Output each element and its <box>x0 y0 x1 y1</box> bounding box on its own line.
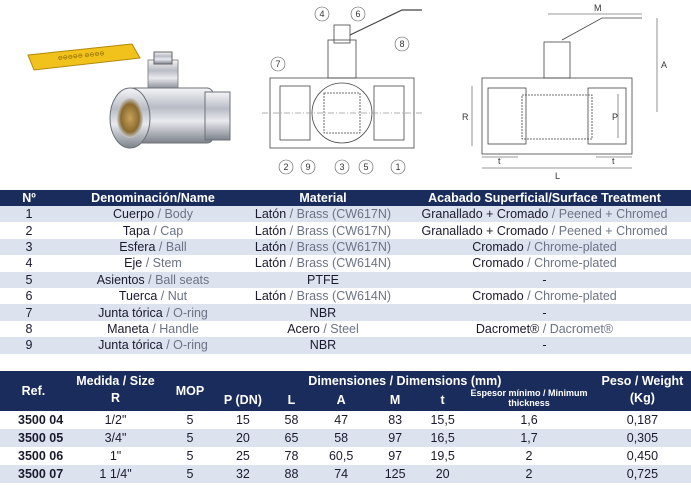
header-name: Denominación/Name <box>58 190 248 206</box>
ref-cell: 3500 07 <box>0 465 67 483</box>
part-name-es: Tuerca <box>118 289 158 304</box>
callout-6: 6 <box>355 9 361 19</box>
size-cell: 1 1/4" <box>67 465 164 483</box>
dims-header-row-2 <box>0 388 691 411</box>
callout-3: 3 <box>339 162 345 172</box>
t-cell: 20 <box>421 465 464 483</box>
part-treatment: Dacromet® / Dacromet® <box>475 321 614 336</box>
part-material <box>248 272 398 288</box>
dim-label-l: L <box>555 171 561 181</box>
header-t: t <box>421 388 464 411</box>
parts-row <box>0 239 691 255</box>
parts-row <box>0 255 691 271</box>
p-cell: 15 <box>235 413 250 427</box>
t-cell: 19,5 <box>430 449 455 463</box>
part-treatment-en: Peened + Chromed <box>558 223 668 238</box>
header-treatment: Acabado Superficial/Surface Treatment <box>398 190 691 206</box>
mop-cell: 5 <box>186 413 194 427</box>
valve-photo <box>0 0 250 185</box>
callout-9: 9 <box>305 162 311 172</box>
thickness-cell: 2 <box>525 449 533 463</box>
part-treatment-es: - <box>542 305 547 320</box>
part-name: Tuerca / Nut <box>118 289 188 304</box>
part-name: Maneta / Handle <box>107 321 199 336</box>
parts-row <box>0 304 691 320</box>
part-treatment <box>398 272 691 288</box>
part-treatment: Cromado / Chrome-plated <box>472 289 617 304</box>
part-material-es: NBR <box>309 338 337 353</box>
parts-table <box>0 190 691 354</box>
part-name-es: Tapa <box>122 223 150 238</box>
part-treatment-es: Cromado <box>472 239 524 254</box>
part-number: 7 <box>0 304 58 320</box>
part-name-es: Cuerpo <box>113 207 155 222</box>
header-size: Medida / Size <box>67 371 164 388</box>
dim-label-a: A <box>661 60 668 70</box>
part-material <box>248 304 398 320</box>
part-treatment <box>398 337 691 353</box>
part-material: Latón / Brass (CW617N) <box>254 223 392 238</box>
part-material-en: Brass (CW614N) <box>296 256 392 271</box>
callout-4: 4 <box>319 9 325 19</box>
part-material-es: Latón <box>254 223 287 238</box>
part-number: 9 <box>0 337 58 353</box>
parts-row <box>0 321 691 337</box>
dims-body <box>0 411 691 483</box>
p-cell: 25 <box>235 449 250 463</box>
part-treatment: Granallado + Cromado / Peened + Chromed <box>398 206 691 222</box>
parts-row <box>0 288 691 304</box>
part-name-es: Asientos <box>96 272 145 287</box>
parts-body <box>0 206 691 354</box>
thickness-cell: 1,6 <box>520 413 538 427</box>
header-p: P (DN) <box>216 388 270 411</box>
part-name: Esfera / Ball <box>58 239 248 255</box>
weight-cell: 0,305 <box>594 429 691 447</box>
part-number: 6 <box>25 289 33 304</box>
part-name: Tapa / Cap <box>122 223 184 238</box>
weight-cell: 0,187 <box>626 413 659 427</box>
parts-row <box>0 206 691 222</box>
part-treatment-es: Dacromet® <box>475 321 540 336</box>
part-material: Acero / Steel <box>287 321 359 336</box>
part-name: Asientos / Ball seats <box>58 272 248 288</box>
weight-cell: 0,450 <box>626 449 659 463</box>
callout-7: 7 <box>275 59 281 69</box>
part-name-en: Ball seats <box>155 272 210 287</box>
ref-cell: 3500 06 <box>18 449 64 463</box>
part-treatment <box>398 304 691 320</box>
part-material-en: Brass (CW617N) <box>296 239 392 254</box>
m-cell: 83 <box>388 413 403 427</box>
part-material-es: Acero <box>287 321 320 336</box>
callout-2: 2 <box>283 162 289 172</box>
dims-header-row-1 <box>0 371 691 388</box>
header-thickness: Espesor mínimo / Minimum thickness <box>464 388 594 411</box>
part-material-en: Brass (CW617N) <box>296 223 392 238</box>
part-name-es: Maneta <box>107 321 149 336</box>
part-treatment-en: Chrome-plated <box>534 256 617 271</box>
l-cell: 88 <box>270 465 313 483</box>
part-number: 2 <box>25 223 33 238</box>
callout-1: 1 <box>395 162 401 172</box>
t-cell: 15,5 <box>430 413 455 427</box>
header-material: Material <box>248 190 398 206</box>
m-cell: 125 <box>369 465 421 483</box>
part-material-en: Steel <box>330 321 359 336</box>
part-name: Cuerpo / Body <box>58 206 248 222</box>
ref-cell: 3500 04 <box>18 413 64 427</box>
part-treatment-es: Granallado + Cromado <box>421 223 549 238</box>
ref-cell: 3500 05 <box>0 429 67 447</box>
part-material-es: Latón <box>254 256 287 271</box>
dim-label-p: P <box>612 112 619 122</box>
size-cell: 1" <box>109 449 122 463</box>
header-a: A <box>313 388 369 411</box>
part-name: Junta tórica / O-ring <box>58 304 248 320</box>
svg-text:⊖⊖⊖⊖⊖ ⊖⊖⊖⊖: ⊖⊖⊖⊖⊖ ⊖⊖⊖⊖ <box>57 51 105 62</box>
l-cell: 78 <box>284 449 299 463</box>
a-cell: 58 <box>313 429 369 447</box>
part-name-en: Stem <box>152 256 182 271</box>
size-cell: 3/4" <box>67 429 164 447</box>
callout-8: 8 <box>399 39 405 49</box>
part-number: 5 <box>0 272 58 288</box>
part-name-es: Eje <box>124 256 143 271</box>
header-mop: MOP <box>164 371 216 411</box>
part-name-en: Handle <box>159 321 199 336</box>
part-treatment: Granallado + Cromado / Peened + Chromed <box>421 223 668 238</box>
part-name-en: Cap <box>160 223 184 238</box>
parts-row <box>0 337 691 353</box>
dim-label-t-left: t <box>498 156 501 166</box>
thickness-cell: 1,7 <box>464 429 594 447</box>
dim-label-t-right: t <box>612 156 615 166</box>
header-l: L <box>270 388 313 411</box>
weight-cell: 0,725 <box>594 465 691 483</box>
header-weight: Peso / Weight <box>594 371 691 388</box>
part-material-es: Latón <box>254 207 287 222</box>
part-number: 1 <box>0 206 58 222</box>
p-cell: 32 <box>216 465 270 483</box>
part-treatment-en: Peened + Chromed <box>558 207 668 222</box>
part-name: Eje / Stem <box>124 256 182 271</box>
parts-row <box>0 222 691 238</box>
section-drawing <box>262 0 422 185</box>
thickness-cell: 2 <box>464 465 594 483</box>
t-cell: 16,5 <box>421 429 464 447</box>
header-number: Nº <box>0 190 58 206</box>
part-treatment-en: Dacromet® <box>549 321 614 336</box>
a-cell: 60,5 <box>328 449 354 463</box>
part-material-es: Latón <box>254 239 287 254</box>
dims-row <box>0 465 691 483</box>
parts-row <box>0 272 691 288</box>
part-treatment-es: Granallado + Cromado <box>421 207 549 222</box>
part-treatment: Cromado / Chrome-plated <box>472 256 617 271</box>
part-treatment-es: Cromado <box>472 256 524 271</box>
parts-header-row <box>0 190 691 206</box>
part-name-en: O-ring <box>173 305 208 320</box>
part-number: 3 <box>0 239 58 255</box>
l-cell: 58 <box>284 413 299 427</box>
dim-label-r: R <box>462 112 469 122</box>
mop-cell: 5 <box>186 449 194 463</box>
part-name: Junta tórica / O-ring <box>58 337 248 353</box>
part-treatment-en: Chrome-plated <box>534 289 617 304</box>
size-cell: 1/2" <box>104 413 127 427</box>
mop-cell: 5 <box>164 465 216 483</box>
part-material <box>248 337 398 353</box>
part-number: 4 <box>25 256 33 271</box>
callout-5: 5 <box>363 162 369 172</box>
part-material-en: Brass (CW617N) <box>296 207 392 222</box>
part-treatment: Cromado / Chrome-plated <box>398 239 691 255</box>
part-name-en: Nut <box>167 289 188 304</box>
part-name-en: O-ring <box>173 338 208 353</box>
part-material-en: Brass (CW614N) <box>296 289 392 304</box>
p-cell: 20 <box>216 429 270 447</box>
header-size-sub: R <box>67 388 164 411</box>
part-material-es: NBR <box>309 305 337 320</box>
header-ref: Ref. <box>0 371 67 411</box>
part-treatment-es: Cromado <box>472 289 524 304</box>
part-name-es: Esfera <box>119 239 156 254</box>
header-dimensions: Dimensiones / Dimensions (mm) <box>216 371 594 388</box>
mop-cell: 5 <box>164 429 216 447</box>
part-name-en: Ball <box>165 239 187 254</box>
part-material: Latón / Brass (CW614N) <box>254 256 392 271</box>
part-material: Latón / Brass (CW614N) <box>254 289 392 304</box>
dims-row <box>0 411 691 429</box>
dims-row <box>0 447 691 465</box>
part-treatment-en: Chrome-plated <box>534 239 617 254</box>
part-number: 8 <box>25 321 33 336</box>
part-treatment-es: - <box>542 272 547 287</box>
m-cell: 97 <box>388 449 403 463</box>
part-material-es: Latón <box>254 289 287 304</box>
part-name-es: Junta tórica <box>98 338 163 353</box>
part-treatment-es: - <box>542 338 547 353</box>
part-material: Latón / Brass (CW617N) <box>248 206 398 222</box>
header-weight-unit: (Kg) <box>594 388 691 411</box>
part-name-en: Body <box>164 207 193 222</box>
a-cell: 74 <box>313 465 369 483</box>
dim-label-m: M <box>594 3 602 13</box>
dimensions-table <box>0 371 691 483</box>
dimension-drawing <box>452 0 688 185</box>
part-material-es: PTFE <box>307 272 339 287</box>
l-cell: 65 <box>270 429 313 447</box>
a-cell: 47 <box>334 413 349 427</box>
m-cell: 97 <box>369 429 421 447</box>
part-material: Latón / Brass (CW617N) <box>248 239 398 255</box>
header-m: M <box>369 388 421 411</box>
dims-row <box>0 429 691 447</box>
part-name-es: Junta tórica <box>98 305 163 320</box>
